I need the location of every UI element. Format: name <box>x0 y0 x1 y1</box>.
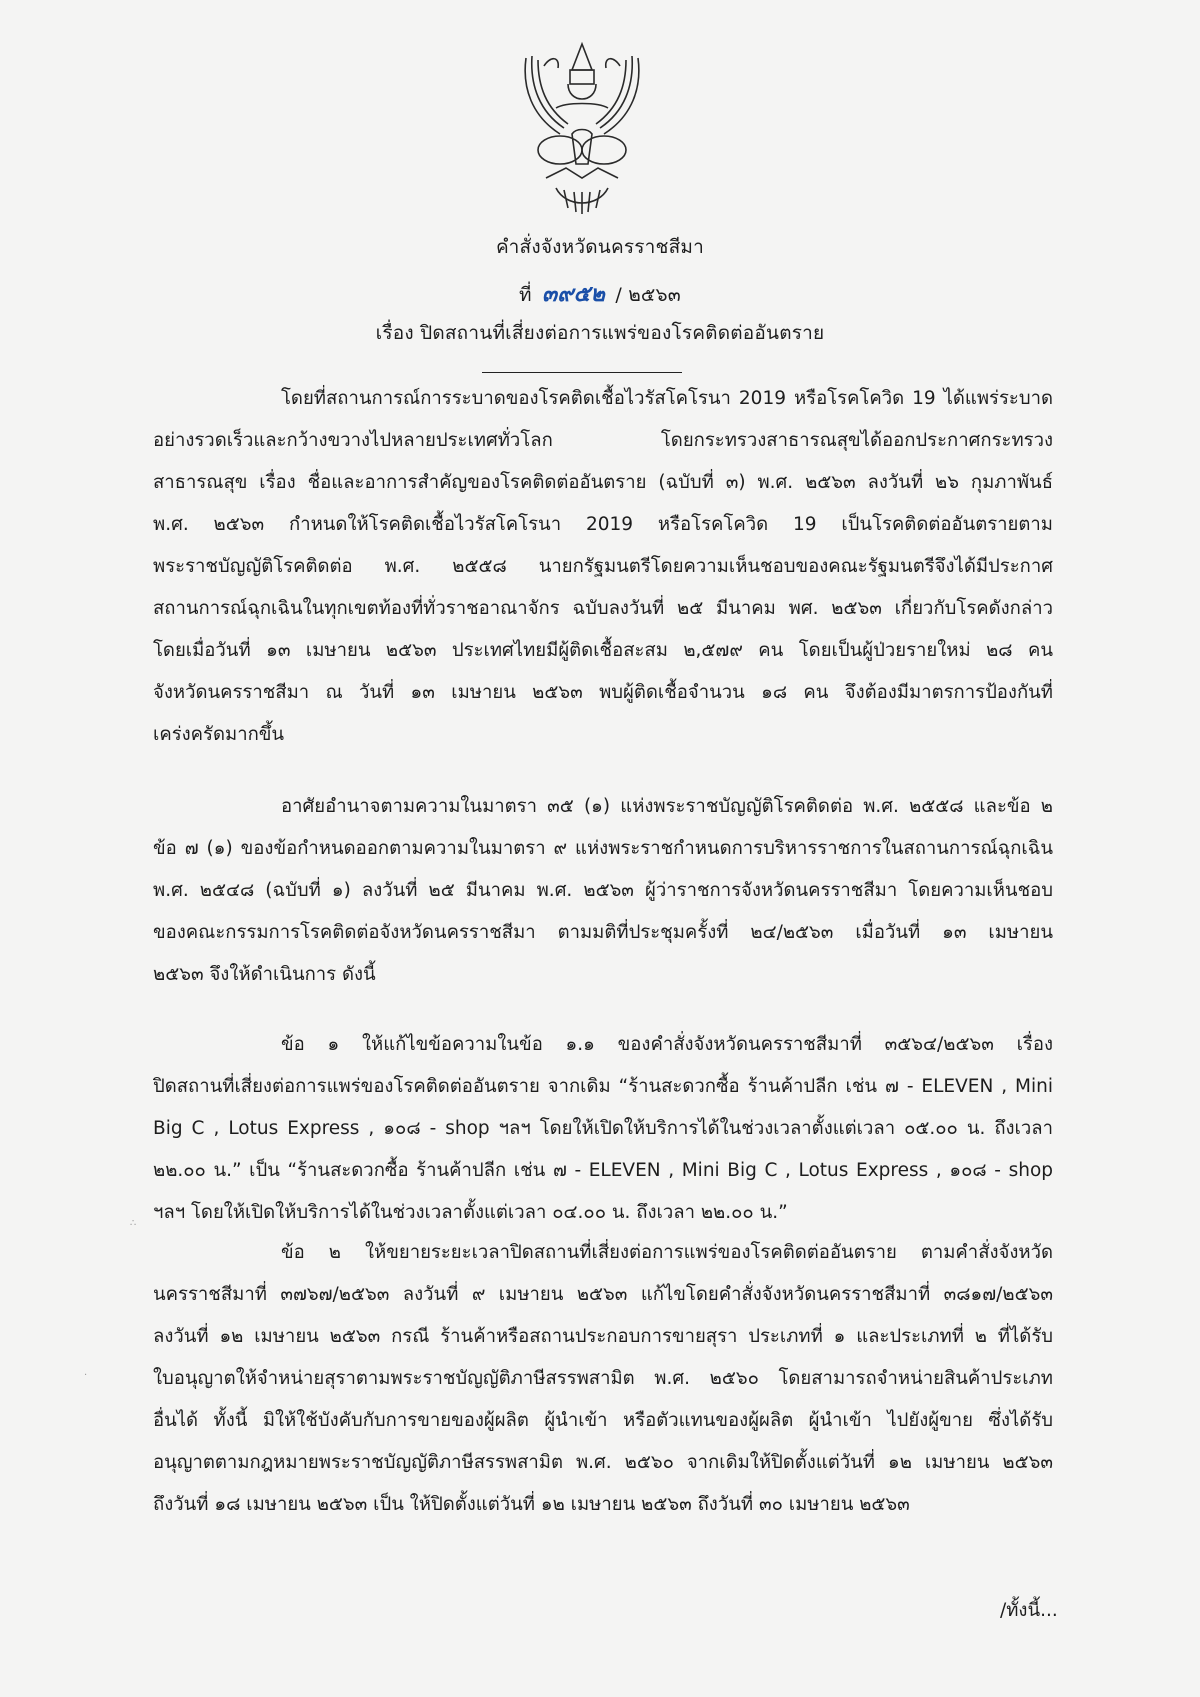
handwritten-order-number: ๓๙๕๒ <box>542 282 606 307</box>
text-line: ปิดสถานที่เสี่ยงต่อการแพร่ของโรคติดต่ออันตราย จากเดิม “ร้านสะดวกซื้อ ร้านค้าปลีก เช่น ๗ - ELEVEN , Mini <box>153 1076 1053 1097</box>
text-line: พ.ศ. ๒๕๖๓ กำหนดให้โรคติดเชื้อไวรัสโคโรนา 2019 หรือโรคโควิด 19 เป็นโรคติดต่ออันตรายตาม <box>153 514 1053 535</box>
text-line: ถึงวันที่ ๑๘ เมษายน ๒๕๖๓ เป็น ให้ปิดตั้งแต่วันที่ ๑๒ เมษายน ๒๕๖๓ ถึงวันที่ ๓๐ เมษายน ๒๕๖๓ <box>153 1494 910 1515</box>
text-line: จังหวัดนครราชสีมา ณ วันที่ ๑๓ เมษายน ๒๕๖๓ พบผู้ติดเชื้อจำนวน ๑๘ คน จึงต้องมีมาตรการป้องกันที่ <box>153 682 1053 703</box>
text-line: ๒๒.๐๐ น.” เป็น “ร้านสะดวกซื้อ ร้านค้าปลีก เช่น ๗ - ELEVEN , Mini Big C , Lotus Express , ๑๐๘ - shop <box>153 1160 1053 1181</box>
text-line: พ.ศ. ๒๕๔๘ (ฉบับที่ ๑) ลงวันที่ ๒๕ มีนาคม พ.ศ. ๒๕๖๓ ผู้ว่าราชการจังหวัดนครราชสีมา โดยความเห็นชอบ <box>153 880 1053 901</box>
text-line: สาธารณสุข เรื่อง ชื่อและอาการสำคัญของโรคติดต่ออันตราย (ฉบับที่ ๓) พ.ศ. ๒๕๖๓ ลงวันที่ ๒๖ กุมภาพันธ์ <box>153 472 1053 493</box>
text-line: ข้อ ๑ ให้แก้ไขข้อความในข้อ ๑.๑ ของคำสั่งจังหวัดนครราชสีมาที่ ๓๕๖๔/๒๕๖๓ เรื่อง <box>281 1034 1053 1055</box>
text-line: ข้อ ๗ (๑) ของข้อกำหนดออกตามความในมาตรา ๙ แห่งพระราชกำหนดการบริหารราชการในสถานการณ์ฉุกเฉิน <box>153 838 1053 859</box>
scan-artifact: · <box>84 1370 88 1381</box>
text-line: อื่นได้ ทั้งนี้ มิให้ใช้บังคับกับการขายของผู้ผลิต ผู้นำเข้า หรือตัวแทนของผู้ผลิต ผู้นำเข้า ไปยังผู้ขาย ซึ่งได้รับ <box>153 1410 1053 1431</box>
paragraph-clause-2 <box>153 1232 1053 1526</box>
continuation-marker: /ทั้งนี้... <box>1000 1600 1058 1621</box>
text-line: โดยที่สถานการณ์การระบาดของโรคติดเชื้อไวรัสโคโรนา 2019 หรือโรคโควิด 19 ได้แพร่ระบาด <box>281 388 1053 409</box>
text-line: อาศัยอำนาจตามความในมาตรา ๓๕ (๑) แห่งพระราชบัญญัติโรคติดต่อ พ.ศ. ๒๕๕๘ และข้อ ๒ <box>281 796 1053 817</box>
text-line: ฯลฯ โดยให้เปิดให้บริการได้ในช่วงเวลาตั้งแต่เวลา ๐๔.๐๐ น. ถึงเวลา ๒๒.๐๐ น.” <box>153 1202 788 1223</box>
text-line: เคร่งครัดมากขึ้น <box>153 724 285 745</box>
order-subject: เรื่อง ปิดสถานที่เสี่ยงต่อการแพร่ของโรคติดต่ออันตราย <box>375 322 825 344</box>
text-line: ใบอนุญาตให้จำหน่ายสุราตามพระราชบัญญัติภาษีสรรพสามิต พ.ศ. ๒๕๖๐ โดยสามารถจำหน่ายสินค้าประเภท <box>153 1368 1053 1389</box>
text-line: ลงวันที่ ๑๒ เมษายน ๒๕๖๓ กรณี ร้านค้าหรือสถานประกอบการขายสุรา ประเภทที่ ๑ และประเภทที่ ๒ ที่ได้รับ <box>153 1326 1053 1347</box>
paragraph-preamble <box>153 378 1053 756</box>
title-divider <box>482 372 682 373</box>
order-number <box>0 276 1200 311</box>
order-title: คำสั่งจังหวัดนครราชสีมา <box>495 236 705 258</box>
order-number-prefix: ที่ <box>519 284 532 306</box>
text-line: ๒๕๖๓ จึงให้ดำเนินการ ดังนี้ <box>153 964 376 985</box>
text-line: ของคณะกรรมการโรคติดต่อจังหวัดนครราชสีมา ตามมติที่ประชุมครั้งที่ ๒๔/๒๕๖๓ เมื่อวันที่ ๑๓ เมษายน <box>153 922 1053 943</box>
text-line: Big C , Lotus Express , ๑๐๘ - shop ฯลฯ โดยให้เปิดให้บริการได้ในช่วงเวลาตั้งแต่เวลา ๐๕.๐๐ น. ถึงเวลา <box>153 1118 1053 1139</box>
paragraph-authority <box>153 786 1053 996</box>
order-number-year: / ๒๕๖๓ <box>615 284 681 306</box>
text-line: พระราชบัญญัติโรคติดต่อ พ.ศ. ๒๕๕๘ นายกรัฐมนตรีโดยความเห็นชอบของคณะรัฐมนตรีจึงได้มีประกาศ <box>153 556 1053 577</box>
text-line: อนุญาตตามกฎหมายพระราชบัญญัติภาษีสรรพสามิต พ.ศ. ๒๕๖๐ จากเดิมให้ปิดตั้งแต่วันที่ ๑๒ เมษายน ๒๕๖๓ <box>153 1452 1053 1473</box>
paragraph-clause-1 <box>153 1024 1053 1234</box>
text-line: นครราชสีมาที่ ๓๗๖๗/๒๕๖๓ ลงวันที่ ๙ เมษายน ๒๕๖๓ แก้ไขโดยคำสั่งจังหวัดนครราชสีมาที่ ๓๘๑๗/๒๕๖๓ <box>153 1284 1053 1305</box>
garuda-emblem-icon <box>516 38 648 216</box>
text-line: สถานการณ์ฉุกเฉินในทุกเขตท้องที่ทั่วราชอาณาจักร ฉบับลงวันที่ ๒๕ มีนาคม พศ. ๒๕๖๓ เกี่ยวกับโรคดังกล่าว <box>153 598 1053 619</box>
text-line: โดยเมื่อวันที่ ๑๓ เมษายน ๒๕๖๓ ประเทศไทยมีผู้ติดเชื้อสะสม ๒,๕๗๙ คน โดยเป็นผู้ป่วยรายใหม่ ๒๘ คน <box>153 640 1053 661</box>
text-line: อย่างรวดเร็วและกว้างขวางไปหลายประเทศทั่วโลก โดยกระทรวงสาธารณสุขได้ออกประกาศกระทรวง <box>153 430 1053 451</box>
text-line: ข้อ ๒ ให้ขยายระยะเวลาปิดสถานที่เสี่ยงต่อการแพร่ของโรคติดต่ออันตราย ตามคำสั่งจังหวัด <box>281 1242 1053 1263</box>
scan-artifact: ∴ <box>130 1218 137 1229</box>
